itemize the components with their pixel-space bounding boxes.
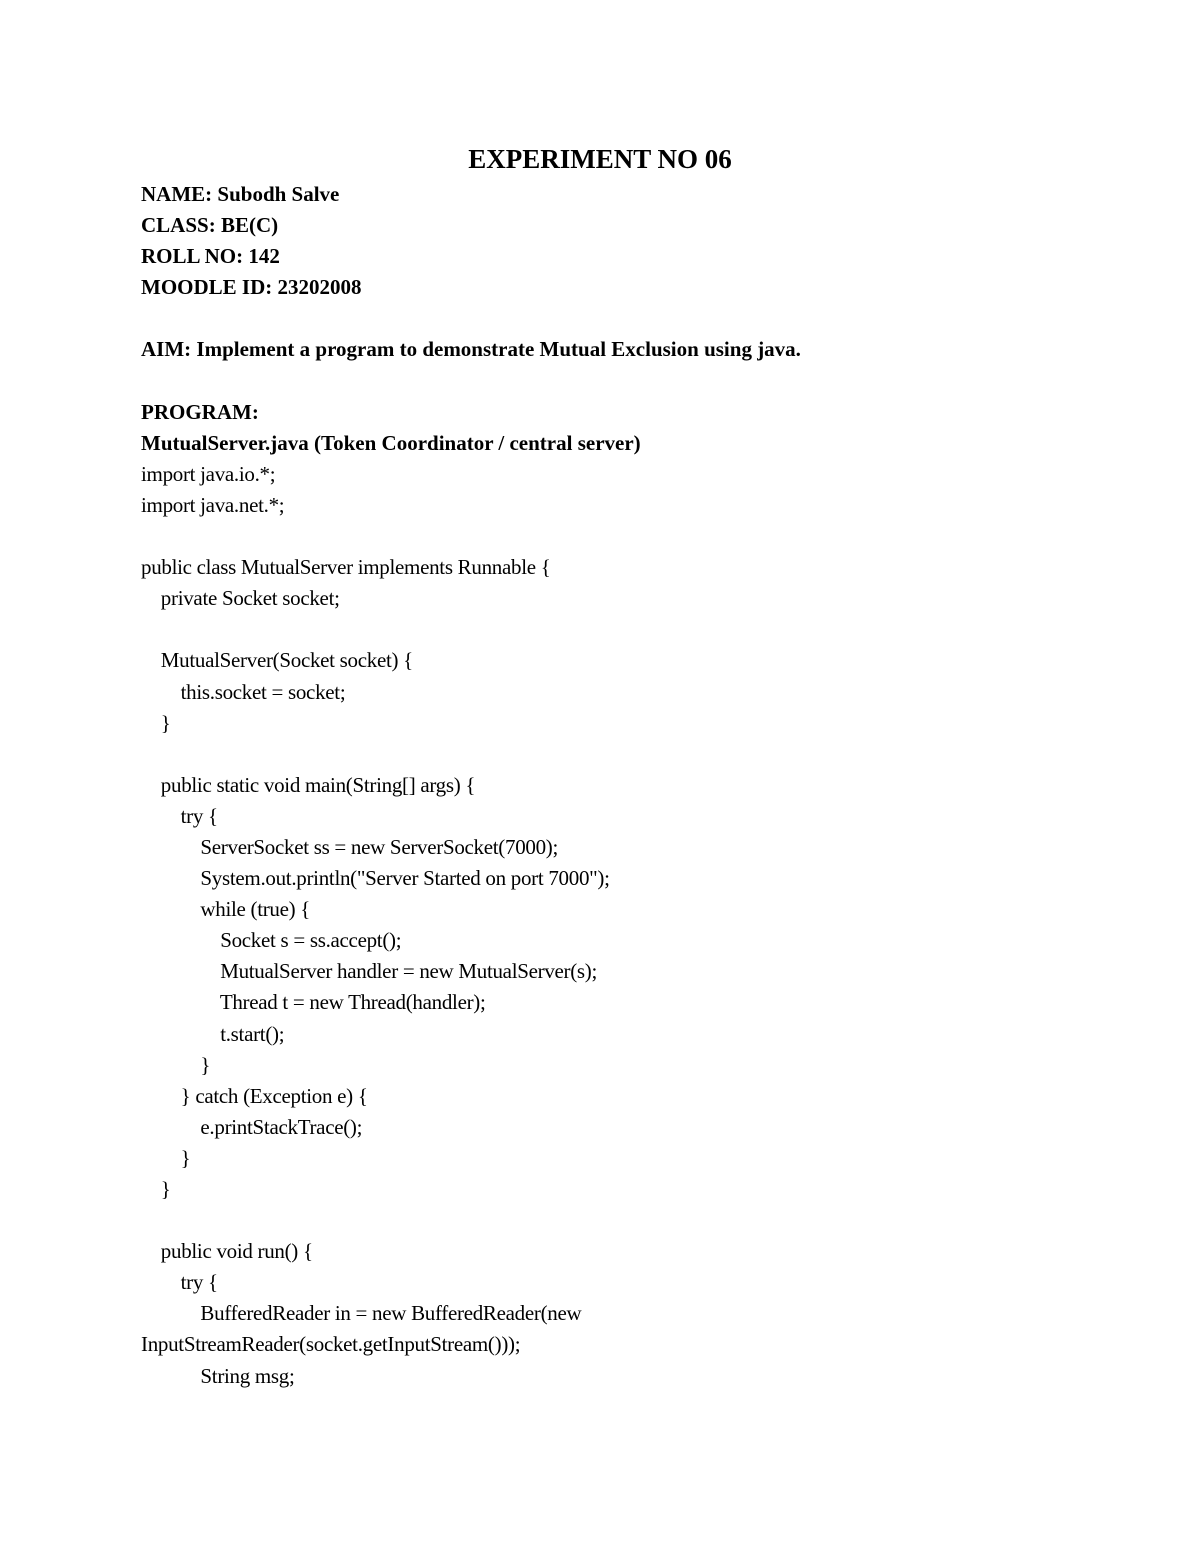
document-content <box>141 179 1141 1392</box>
student-name: NAME: Subodh Salve <box>141 182 340 206</box>
code-line: private Socket socket; <box>141 586 340 611</box>
code-line: while (true) { <box>141 897 311 922</box>
blank-line <box>141 366 1141 397</box>
code-line: import java.net.*; <box>141 492 285 517</box>
code-line: import java.io.*; <box>141 461 276 486</box>
code-line: public static void main(String[] args) { <box>141 772 476 797</box>
code-line <box>141 614 1141 645</box>
code-line: InputStreamReader(socket.getInputStream())); <box>141 1332 521 1357</box>
code-line: } <box>141 1145 191 1170</box>
program-heading: PROGRAM: <box>141 399 259 424</box>
code-line: public class MutualServer implements Runnable { <box>141 555 551 580</box>
code-line: ServerSocket ss = new ServerSocket(7000); <box>141 834 559 859</box>
student-class: CLASS: BE(C) <box>141 213 279 238</box>
code-line: } <box>141 710 171 735</box>
student-moodle-id: MOODLE ID: 23202008 <box>141 275 362 300</box>
code-line: } <box>141 1052 211 1077</box>
code-line: try { <box>141 803 218 828</box>
student-roll-no: ROLL NO: 142 <box>141 244 280 269</box>
code-line: BufferedReader in = new BufferedReader(new <box>141 1301 582 1326</box>
code-line: System.out.println("Server Started on port 7000"); <box>141 866 610 891</box>
code-line: MutualServer handler = new MutualServer(s); <box>141 959 598 984</box>
code-line: public void run() { <box>141 1239 313 1264</box>
code-line: e.printStackTrace(); <box>141 1114 363 1139</box>
code-line: this.socket = socket; <box>141 679 346 704</box>
code-line: } catch (Exception e) { <box>141 1083 368 1108</box>
code-line: MutualServer(Socket socket) { <box>141 648 413 673</box>
code-line: } <box>141 1177 171 1201</box>
code-line: t.start(); <box>141 1021 285 1046</box>
code-line: String msg; <box>141 1363 295 1388</box>
aim-statement: AIM: Implement a program to demonstrate Mutual Exclusion using java. <box>141 337 801 362</box>
code-line <box>141 1205 1141 1236</box>
code-block <box>141 459 1141 1392</box>
code-line <box>141 739 1141 770</box>
code-line: Thread t = new Thread(handler); <box>141 990 486 1015</box>
code-line: try { <box>141 1270 218 1295</box>
document-title: EXPERIMENT NO 06 <box>468 144 732 174</box>
code-line: Socket s = ss.accept(); <box>141 928 402 953</box>
blank-line <box>141 303 1141 334</box>
code-line <box>141 521 1141 552</box>
file-heading: MutualServer.java (Token Coordinator / central server) <box>141 430 641 455</box>
